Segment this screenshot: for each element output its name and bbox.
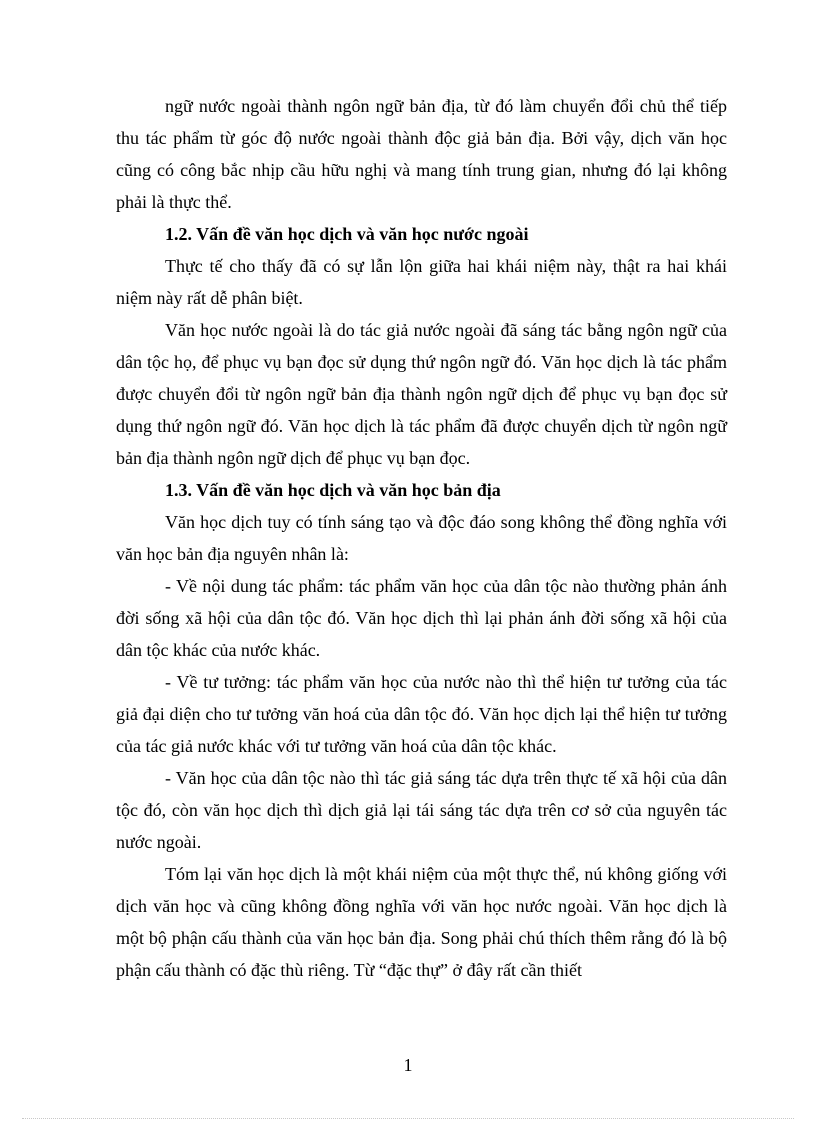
section-heading-1-3: 1.3. Vấn đề văn học dịch và văn học bản địa (165, 480, 501, 500)
paragraph-4: Văn học dịch tuy có tính sáng tạo và độc đáo song không thể đồng nghĩa với văn học bản địa nguyên nhân là: (116, 512, 727, 564)
section-heading-1-2: 1.2. Vấn đề văn học dịch và văn học nước ngoài (165, 224, 529, 244)
page-bottom-divider (22, 1118, 794, 1119)
paragraph-3: Văn học nước ngoài là do tác giả nước ngoài đã sáng tác bằng ngôn ngữ của dân tộc họ, để phục vụ bạn đọc sử dụng thứ ngôn ngữ đó. Văn học dịch là tác phẩm được chuyển đổi từ ngôn ngữ bản địa thành ngôn ngữ dịch để phục vụ bạn đọc sử dụng thứ ngôn ngữ đó. Văn học dịch là tác phẩm đã được chuyển dịch từ ngôn ngữ bản địa thành ngôn ngữ dịch để phục vụ bạn đọc. (116, 320, 727, 468)
paragraph-5: - Về nội dung tác phẩm: tác phẩm văn học của dân tộc nào thường phản ánh đời sống xã hội của dân tộc đó. Văn học dịch thì lại phản ánh đời sống xã hội của dân tộc khác của nước khác. (116, 576, 727, 660)
paragraph-2: Thực tế cho thấy đã có sự lẫn lộn giữa hai khái niệm này, thật ra hai khái niệm này rất dễ phân biệt. (116, 256, 727, 308)
page-body (116, 90, 727, 986)
paragraph-1: ngữ nước ngoài thành ngôn ngữ bản địa, từ đó làm chuyển đổi chủ thể tiếp thu tác phẩm từ góc độ nước ngoài thành độc giả bản địa. Bởi vậy, dịch văn học cũng có công bắc nhịp cầu hữu nghị và mang tính trung gian, nhưng đó lại không phải là thực thể. (116, 96, 727, 212)
paragraph-7: - Văn học của dân tộc nào thì tác giả sáng tác dựa trên thực tế xã hội của dân tộc đó, còn văn học dịch thì dịch giả lại tái sáng tác dựa trên cơ sở của nguyên tác nước ngoài. (116, 768, 727, 852)
paragraph-8: Tóm lại văn học dịch là một khái niệm của một thực thể, nú không giống với dịch văn học và cũng không đồng nghĩa với văn học nước ngoài. Văn học dịch là một bộ phận cấu thành của văn học bản địa. Song phải chú thích thêm rằng đó là bộ phận cấu thành có đặc thù riêng. Từ “đặc thự” ở đây rất cần thiết (116, 864, 727, 980)
page-number: 1 (403, 1055, 413, 1075)
paragraph-6: - Về tư tưởng: tác phẩm văn học của nước nào thì thể hiện tư tưởng của tác giả đại diện cho tư tưởng văn hoá của dân tộc đó. Văn học dịch lại thể hiện tư tưởng của tác giả nước khác với tư tưởng văn hoá của dân tộc khác. (116, 672, 727, 756)
